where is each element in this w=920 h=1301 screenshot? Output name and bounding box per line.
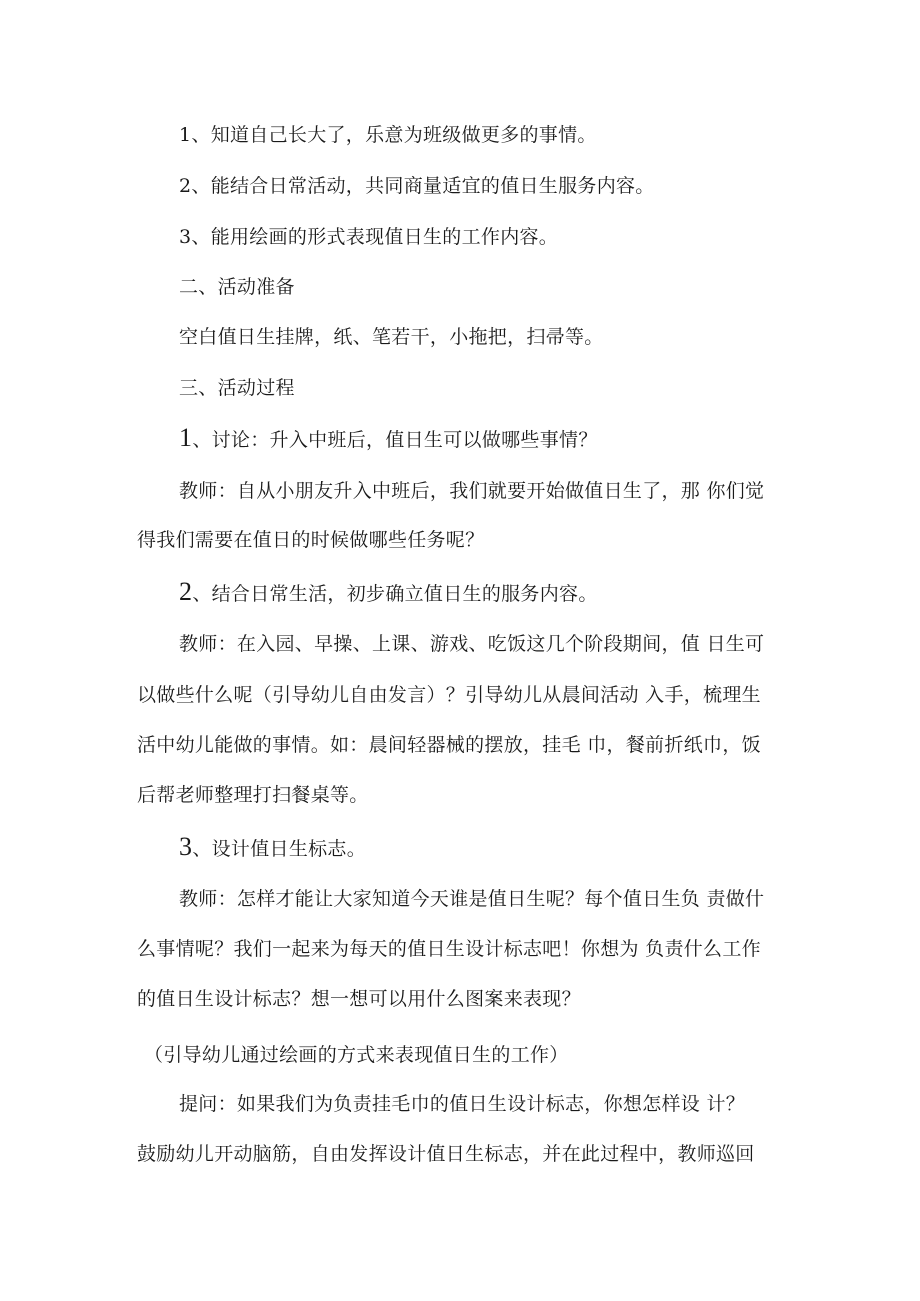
objective-1: 1、知道自己长大了，乐意为班级做更多的事情。 xyxy=(179,124,597,146)
guidance-note: （引导幼儿通过绘画的方式来表现值日生的工作） xyxy=(144,1044,569,1066)
objective-2: 2、能结合日常活动，共同商量适宜的值日生服务内容。 xyxy=(179,175,655,197)
section-heading-preparation: 二、活动准备 xyxy=(179,276,295,298)
step-3-title xyxy=(179,832,367,861)
step-3-paragraph-line: 么事情呢？我们一起来为每天的值日生设计标志吧！你想为 负责什么工作 xyxy=(137,938,761,960)
step-2-paragraph-line: 教师：在入园、早操、上课、游戏、吃饭这几个阶段期间，值 日生可 xyxy=(179,633,765,655)
step-1-title xyxy=(179,423,598,452)
step-1-paragraph-line: 得我们需要在值日的时候做哪些任务呢？ xyxy=(137,529,485,551)
step-3-paragraph-line: 的值日生设计标志？想一想可以用什么图案来表现？ xyxy=(137,988,581,1010)
step-2-title xyxy=(179,577,598,606)
step-2-paragraph-line: 活中幼儿能做的事情。如：晨间轻器械的摆放，挂毛 巾，餐前折纸巾，饭 xyxy=(137,734,761,756)
step-3-paragraph-line: 教师：怎样才能让大家知道今天谁是值日生呢？每个值日生负 责做什 xyxy=(179,888,765,910)
step-3-title-text: 、设计值日生标志。 xyxy=(192,838,367,860)
step-2-title-text: 、结合日常生活，初步确立值日生的服务内容。 xyxy=(192,583,598,605)
step-3-number: 3 xyxy=(179,832,193,861)
step-1-number: 1 xyxy=(179,423,193,452)
step-2-paragraph-line: 以做些什么呢（引导幼儿自由发言）？引导幼儿从晨间活动 入手，梳理生 xyxy=(137,684,761,706)
question-line: 鼓励幼儿开动脑筋，自由发挥设计值日生标志，并在此过程中，教师巡回 xyxy=(137,1143,755,1165)
preparation-text: 空白值日生挂牌，纸、笔若干，小拖把，扫帚等。 xyxy=(179,326,604,348)
question-line: 提问：如果我们为负责挂毛巾的值日生设计标志，你想怎样设 计？ xyxy=(179,1093,746,1115)
step-2-number: 2 xyxy=(179,577,193,606)
step-1-paragraph-line: 教师：自从小朋友升入中班后，我们就要开始做值日生了，那 你们觉 xyxy=(179,480,765,502)
section-heading-process: 三、活动过程 xyxy=(179,377,295,399)
objective-3: 3、能用绘画的形式表现值日生的工作内容。 xyxy=(179,226,559,248)
step-2-paragraph-line: 后帮老师整理打扫餐桌等。 xyxy=(137,784,369,806)
step-1-title-text: 、讨论：升入中班后，值日生可以做哪些事情？ xyxy=(192,429,598,451)
